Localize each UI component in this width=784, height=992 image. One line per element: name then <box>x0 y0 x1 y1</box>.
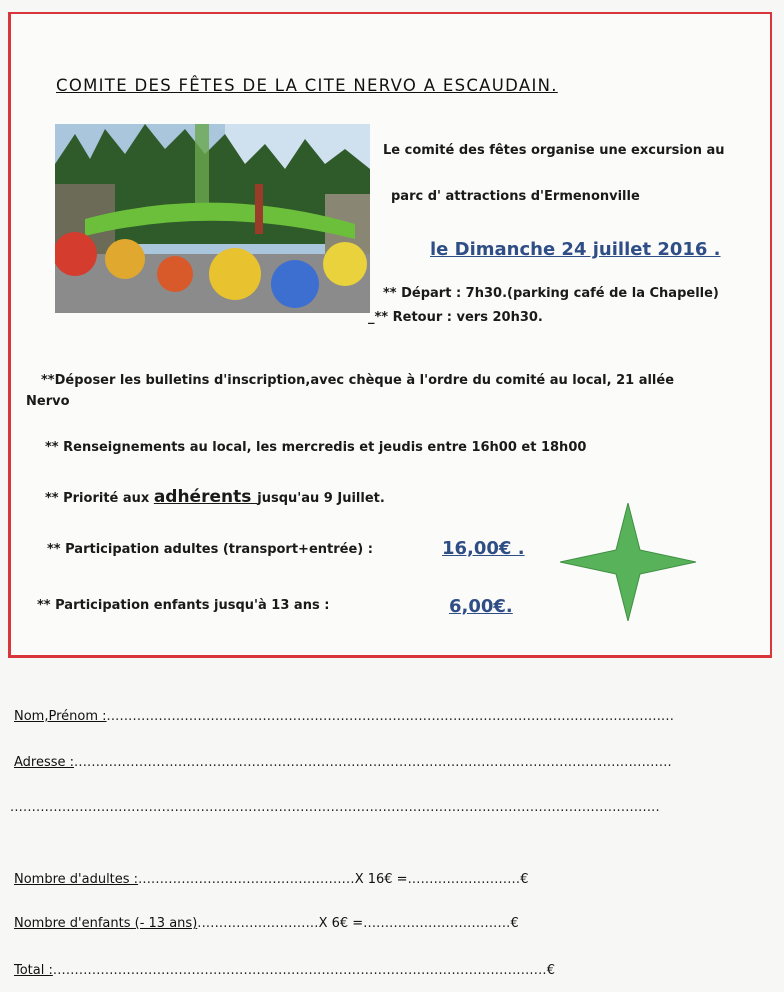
priority-prefix: ** Priorité aux <box>45 491 154 506</box>
child-price-label: ** Participation enfants jusqu'à 13 ans : <box>37 598 330 613</box>
total-euro: € <box>546 963 556 978</box>
deposit-info-line-2: Nervo <box>26 394 70 409</box>
adults-euro: € <box>520 872 529 887</box>
adults-total-dots: .......................... <box>407 872 521 887</box>
children-label-text: Nombre d'enfants <box>14 916 135 931</box>
adults-count-field[interactable] <box>14 872 529 887</box>
name-field[interactable] <box>14 709 674 724</box>
page-title: COMITE DES FÊTES DE LA CITE NERVO A ESCAUDAIN. <box>56 76 558 95</box>
address-field-line-2[interactable] <box>10 800 660 815</box>
children-dots: ............................ <box>197 916 319 931</box>
children-euro: € <box>510 916 519 931</box>
adult-price: 16,00€ . <box>442 538 525 559</box>
information-hours: ** Renseignements au local, les mercredis et jeudis entre 16h00 et 18h00 <box>45 440 587 455</box>
total-field[interactable] <box>14 963 555 978</box>
amusement-ride-photo <box>55 124 370 313</box>
intro-line-2: parc d' attractions d'Ermenonville <box>391 189 640 204</box>
return-info: _** Retour : vers 20h30. <box>368 310 543 325</box>
children-multiplier: X 6€ = <box>318 916 364 931</box>
event-date: le Dimanche 24 juillet 2016 . <box>430 239 721 260</box>
children-age: (- 13 ans) <box>134 916 198 931</box>
intro-line-1: Le comité des fêtes organise une excursion au <box>383 143 725 158</box>
departure-info: ** Départ : 7h30.(parking café de la Chapelle) <box>383 286 719 301</box>
adults-dots: .................................................. <box>138 872 355 887</box>
name-dots: ................................................................................................................................... <box>106 709 675 724</box>
address-label: Adresse : <box>14 755 75 770</box>
priority-info <box>45 487 385 507</box>
deposit-info-line-1: **Déposer les bulletins d'inscription,avec chèque à l'ordre du comité au local, 21 allée <box>41 373 675 388</box>
adults-label: Nombre d'adultes : <box>14 872 139 887</box>
address-dots: .......................................................................................................................................... <box>74 755 672 770</box>
children-label <box>14 916 197 931</box>
name-label: Nom,Prénom : <box>14 709 107 724</box>
children-total-dots: .................................. <box>363 916 511 931</box>
adult-price-label: ** Participation adultes (transport+entrée) : <box>47 542 373 557</box>
priority-deadline: jusqu'au 9 Juillet. <box>257 491 385 506</box>
ride-photo-illustration <box>55 124 370 313</box>
address-field[interactable] <box>14 755 672 770</box>
total-label: Total : <box>14 963 53 978</box>
children-count-field[interactable] <box>14 916 519 931</box>
priority-members: adhérents <box>153 487 258 507</box>
address-dots-2: ...................................................................................................................................................... <box>10 800 660 815</box>
star-icon <box>560 503 696 621</box>
child-price: 6,00€. <box>449 596 513 617</box>
total-dots: .................................................................................................................. <box>52 963 547 978</box>
adults-multiplier: X 16€ = <box>354 872 408 887</box>
